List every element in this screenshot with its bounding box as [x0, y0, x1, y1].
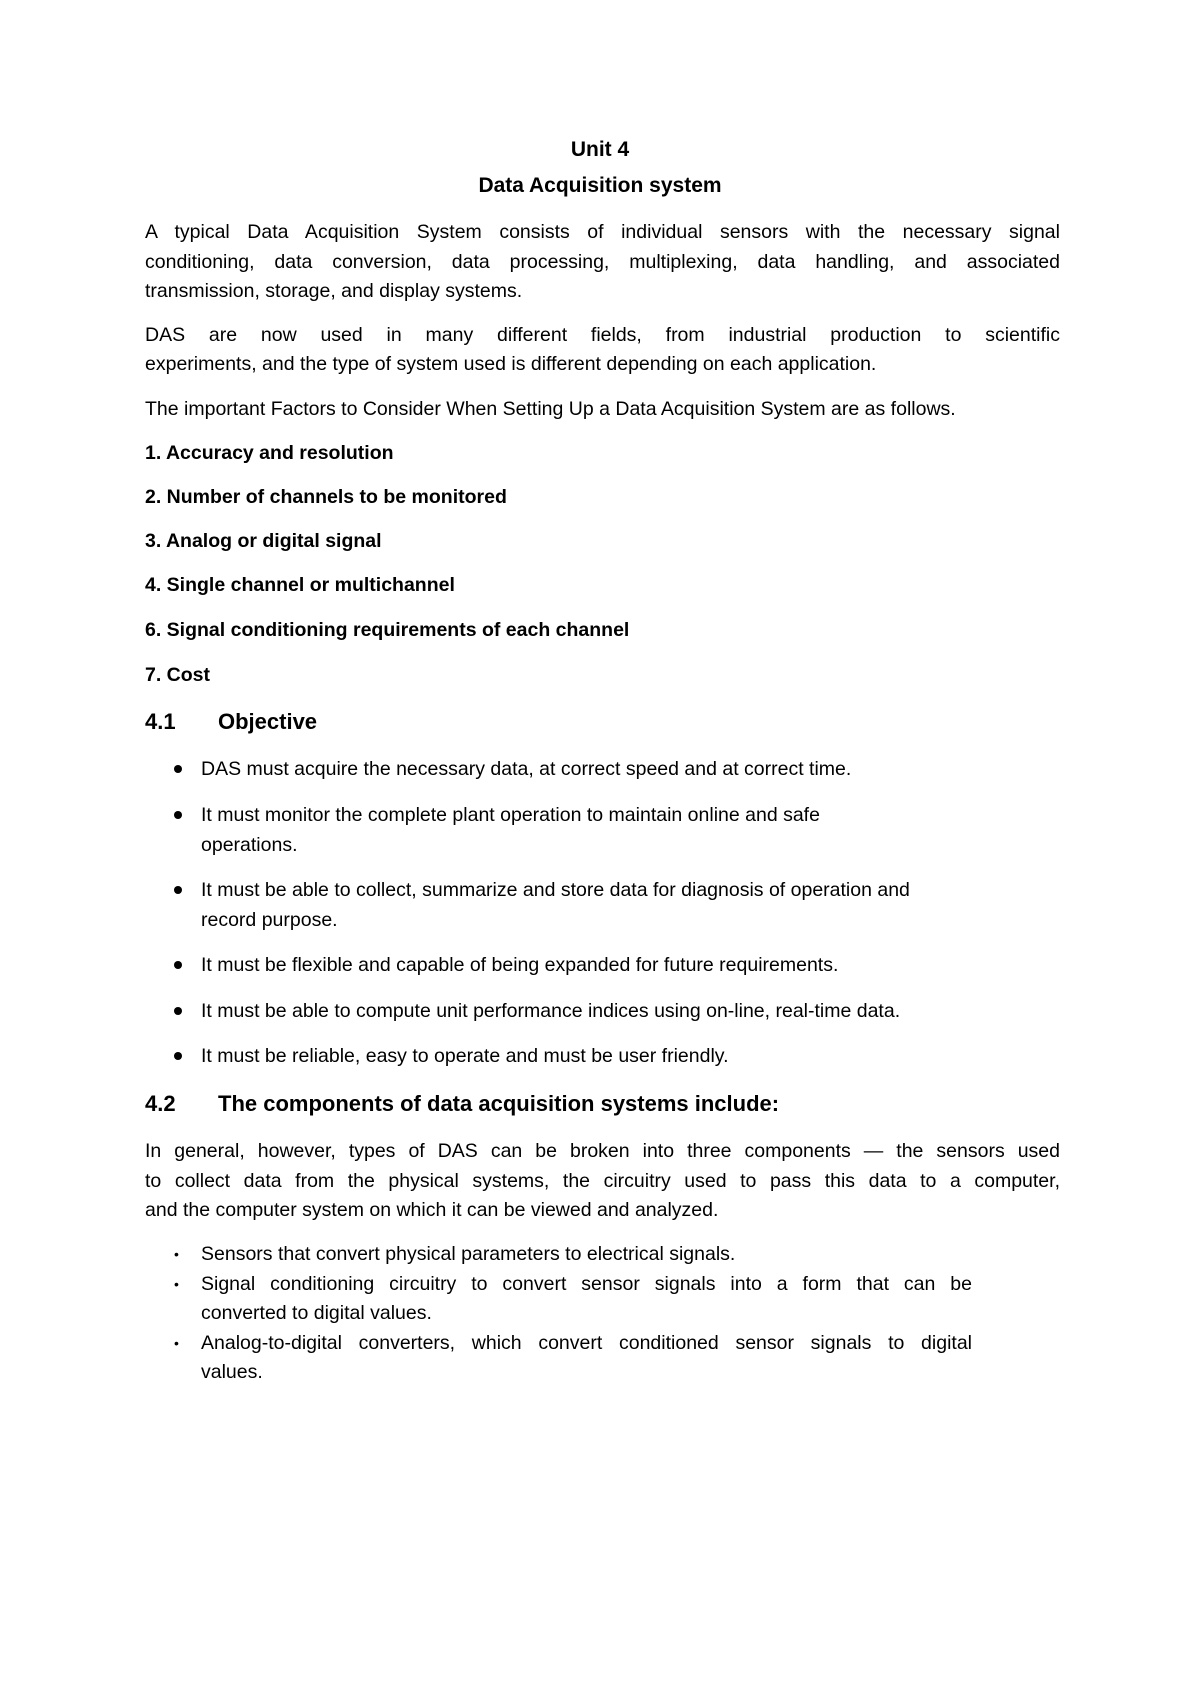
component-bullet: Analog-to-digital converters, which convert conditioned sensor signals to digital: [201, 1332, 972, 1354]
objective-bullet: It must be able to collect, summarize and store data for diagnosis of operation and: [201, 879, 910, 901]
component-bullet: Signal conditioning circuitry to convert sensor signals into a form that can be: [201, 1273, 972, 1295]
objective-bullet: It must be reliable, easy to operate and must be user friendly.: [201, 1045, 729, 1067]
objective-bullet-cont: record purpose.: [201, 909, 338, 931]
bullet-icon: •: [174, 1335, 179, 1351]
components-paragraph-line: to collect data from the physical systems, the circuitry used to pass this data to a computer,: [145, 1170, 1060, 1192]
component-bullet-cont: converted to digital values.: [201, 1302, 432, 1324]
bullet-icon: •: [174, 1246, 179, 1262]
section-number: 4.1: [145, 709, 176, 734]
components-paragraph-line: In general, however, types of DAS can be broken into three components — the sensors used: [145, 1140, 1060, 1162]
objective-bullet-cont: operations.: [201, 834, 298, 856]
section-heading-4-2: [145, 1088, 1060, 1120]
section-title: Objective: [218, 709, 318, 734]
bullet-icon: [171, 755, 191, 783]
factor-item: 6. Signal conditioning requirements of each channel: [145, 619, 630, 641]
bullet-icon: •: [174, 1276, 179, 1292]
section-title: The components of data acquisition systems include:: [218, 1091, 780, 1116]
objective-bullet: It must be flexible and capable of being expanded for future requirements.: [201, 954, 839, 976]
objective-bullet: It must monitor the complete plant operation to maintain online and safe: [201, 804, 820, 826]
page-title: Data Acquisition system: [478, 174, 722, 197]
unit-heading: Unit 4: [570, 138, 630, 161]
factor-item: 3. Analog or digital signal: [145, 530, 382, 552]
section-number: 4.2: [145, 1091, 176, 1116]
intro-p1-line: conditioning, data conversion, data processing, multiplexing, data handling, and associated: [145, 251, 1060, 273]
objective-bullet: DAS must acquire the necessary data, at correct speed and at correct time.: [201, 758, 852, 780]
component-bullet: Sensors that convert physical parameters to electrical signals.: [201, 1243, 736, 1265]
section-heading-4-1: [145, 706, 1060, 738]
factor-item: 7. Cost: [145, 664, 211, 686]
bullet-icon: [171, 1042, 191, 1070]
factor-item: 2. Number of channels to be monitored: [145, 486, 507, 508]
components-paragraph-line: and the computer system on which it can be viewed and analyzed.: [145, 1199, 719, 1221]
bullet-icon: [171, 876, 191, 904]
component-bullet-cont: values.: [201, 1361, 263, 1383]
intro-p3: The important Factors to Consider When Setting Up a Data Acquisition System are as follows.: [145, 398, 956, 420]
factor-item: 4. Single channel or multichannel: [145, 574, 455, 596]
intro-p2-line: DAS are now used in many different fields, from industrial production to scientific: [145, 324, 1060, 346]
intro-p1-line: A typical Data Acquisition System consists of individual sensors with the necessary signal: [145, 221, 1060, 243]
bullet-icon: [171, 951, 191, 979]
objective-bullet: It must be able to compute unit performance indices using on-line, real-time data.: [201, 1000, 901, 1022]
intro-p2-line: experiments, and the type of system used is different depending on each application.: [145, 353, 877, 375]
intro-p1-line: transmission, storage, and display systems.: [145, 280, 523, 302]
factor-item: 1. Accuracy and resolution: [145, 442, 394, 464]
bullet-icon: [171, 801, 191, 829]
bullet-icon: [171, 997, 191, 1025]
